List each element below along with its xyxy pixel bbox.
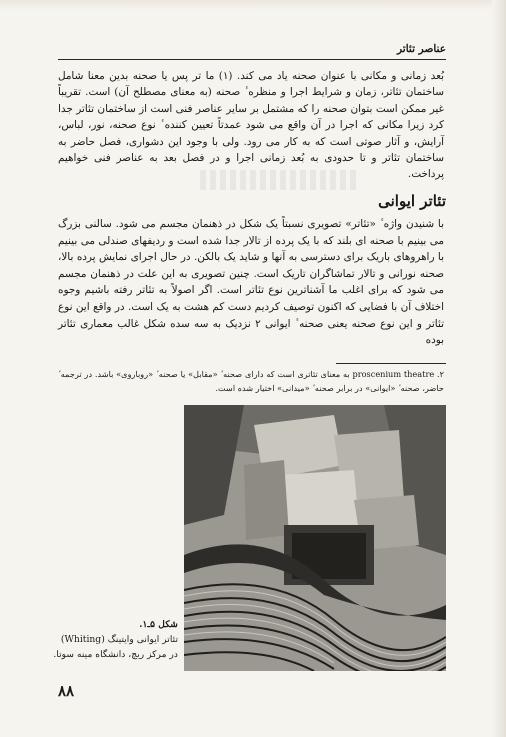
figure-caption (28, 617, 178, 662)
section-paragraph: با شنیدن واژه ٔ «تئاتر» تصویری نسبتاً یک شکل در ذهنمان مجسم می شود. سالنی بزرگ می بینیم با صحنه ای بلند که با یک پرده از تالار جدا شده است و ردیفهای صندلی می بینیم با راهروهای باریک برای دسترسی به آنها و شاید یک بالکن. در حال اجرای نمایش پرده بالا، صحنه نورانی و تالار تماشاگران تاریک است. چنین تصویری به این علت در ذهنمان مجسم می شود که برای اغلب ما آشناترین نوع تئاتر است. اگر اصولاً به تئاتر رفته باشیم وجوه اختلاف آن با فضایی که اکنون توصیف کردیم دست کم هشت به یک است. در واقع این نوع تئاتر و این نوع صحنه یعنی صحنه ٔ ایوانی ۲ نزدیک به سه سده شکل غالب معماری تئاتر بوده (58, 218, 444, 347)
figure-location: در مرکز ریچ، دانشگاه مینه سوتا. (53, 649, 178, 660)
page-edge-right (492, 0, 506, 737)
section-title: تئاتر ایوانی (378, 192, 446, 210)
running-head: عناصر تئاتر (396, 43, 446, 55)
theatre-photo (184, 405, 446, 671)
figure-number: شکل ۵ـ۱. (139, 619, 178, 630)
figure-title: تئاتر ایوانی وایتینگ (Whiting) (60, 634, 178, 645)
footnote: ۲. proscenium theatre به معنای تئاتری است که دارای صحنه ٔ «مقابل» یا صحنه ٔ «روباروی» باشد. در ترجمه ٔ حاضر، صحنه ٔ «ایوانی» در برابر صحنه ٔ «میدانی» اختیار شده است. (58, 369, 444, 393)
header-rule (58, 59, 446, 60)
intro-paragraph: بُعد زمانی و مکانی با عنوان صحنه یاد می کند. (۱) ما تر پس یا صحنه بدین معنا شامل ساختمان تئاتر، زمان و شرایط اجرا و منظره ٔ صحنه (به معنای مصطلح آن) است. تقریباً غیر ممکن است بتوان صحنه را که مشتمل بر سایر عناصر فنی است از ساختمان تئاتر جدا کرد زیرا مکانی که اجرا در آن واقع می شود عمدتاً تعیین کننده ٔ نوع صحنه، نور، لباس، آرایش، و آثار صوتی است که به کار می رود. ولی با وجود این دشواری، فصل حاضر به ساختمان تئاتر و تا حدودی به بُعد زمانی اجرا و در فصل بعد به عناصر فنی خواهیم پرداخت. (58, 70, 444, 181)
page-edge-top (0, 0, 506, 10)
footnote-rule (336, 363, 446, 364)
page-number: ۸۸ (58, 682, 75, 700)
